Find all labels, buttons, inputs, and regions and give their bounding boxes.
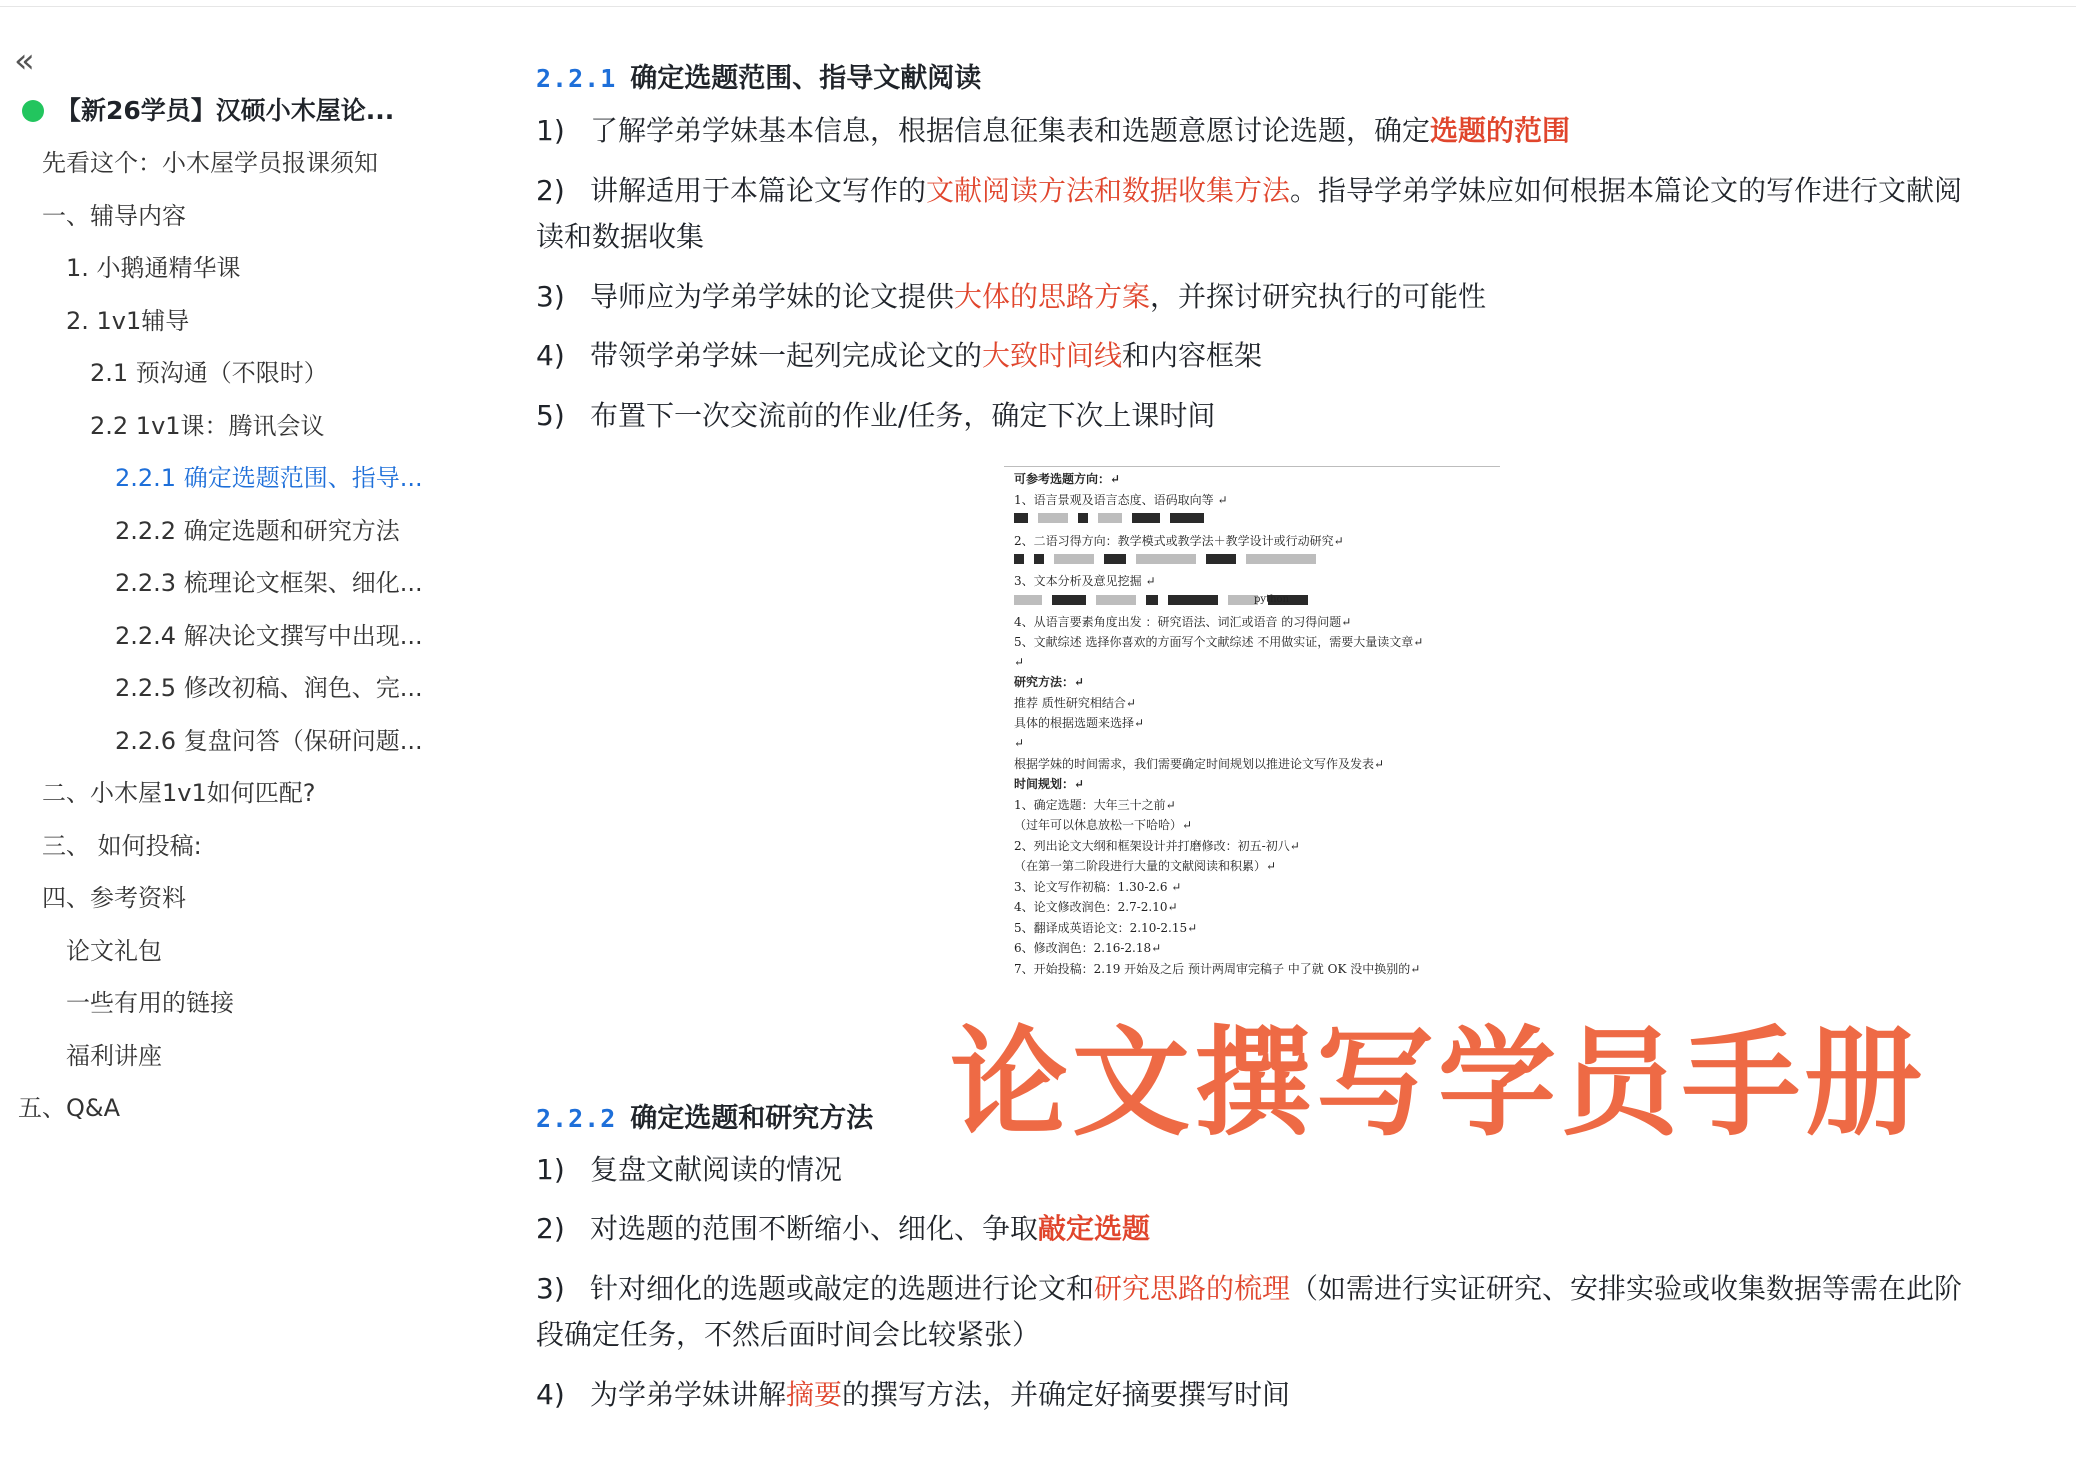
sidebar-item-2-2-2[interactable]: 2.2.2 确定选题和研究方法 xyxy=(115,517,400,545)
doc-line: 可参考选题方向：↵ xyxy=(1014,472,1121,486)
sidebar-item-references[interactable]: 四、参考资料 xyxy=(42,884,186,912)
sidebar-item-submission[interactable]: 三、 如何投稿: xyxy=(42,832,202,860)
doc-line: 1、确定选题：大年三十之前↵ xyxy=(1014,798,1176,812)
item-text: 讲解适用于本篇论文写作的 xyxy=(590,174,927,207)
doc-line: 5、翻译成英语论文：2.10-2.15↵ xyxy=(1014,921,1198,935)
sidebar-item-2-2-6[interactable]: 2.2.6 复盘问答（保研问题... xyxy=(115,727,423,755)
sidebar-item-matching[interactable]: 二、小木屋1v1如何匹配? xyxy=(42,779,316,807)
sidebar-item-useful-links[interactable]: 一些有用的链接 xyxy=(66,989,234,1017)
sidebar-item-2-2-4[interactable]: 2.2.4 解决论文撰写中出现... xyxy=(115,622,423,650)
sidebar-item-tutoring[interactable]: 一、辅导内容 xyxy=(42,202,186,230)
doc-line: 7、开始投稿：2.19 开始及之后 预计两周审完稿子 中了就 OK 没中换别的↵ xyxy=(1014,962,1421,976)
sidebar-item-pre-communication[interactable]: 2.1 预沟通（不限时） xyxy=(90,359,328,387)
list-item xyxy=(536,168,1976,260)
item-highlight: 研究思路的梳理 xyxy=(1094,1272,1291,1305)
doc-line: 2、二语习得方向：教学模式或教学法＋教学设计或行动研究↵ xyxy=(1014,534,1344,548)
item-text-after: 。指导学弟学妹应如何根据本篇论文的写作进行文献阅读和数据收集 xyxy=(536,174,1963,253)
item-text-after: 和内容框架 xyxy=(1122,339,1263,372)
doc-line: （在第一第二阶段进行大量的文献阅读和积累）↵ xyxy=(1014,859,1277,873)
doc-line: 4、从语言要素角度出发 ：研究语法、词汇或语音 的习得问题↵ xyxy=(1014,615,1352,629)
doc-line: 研究方法：↵ xyxy=(1014,675,1085,689)
item-text-after: 的撰写方法，并确定好摘要撰写时间 xyxy=(842,1378,1291,1411)
doc-line: 3、文本分析及意见挖掘 ↵ xyxy=(1014,574,1156,588)
section-title: 确定选题范围、指导文献阅读 xyxy=(630,63,982,94)
list-number: 2) xyxy=(536,1212,565,1245)
item-highlight: 文献阅读方法和数据收集方法 xyxy=(926,174,1291,207)
section-heading-2-2-2 xyxy=(536,1096,873,1135)
doc-line: python xyxy=(1254,594,1289,605)
item-text: 导师应为学弟学妹的论文提供 xyxy=(590,280,955,313)
item-text: 为学弟学妹讲解 xyxy=(590,1378,787,1411)
doc-line: ↵ xyxy=(1014,655,1025,669)
sidebar-item-qa[interactable]: 五、Q&A xyxy=(18,1094,121,1122)
sidebar-item-tencent-meeting[interactable]: 2.2 1v1课：腾讯会议 xyxy=(90,412,325,440)
sidebar-item-2-2-3[interactable]: 2.2.3 梳理论文框架、细化... xyxy=(115,569,423,597)
list-item xyxy=(536,1372,1976,1418)
doc-line: 推荐 质性研究相结合↵ xyxy=(1014,696,1136,710)
item-highlight: 大致时间线 xyxy=(982,339,1123,372)
redacted-block xyxy=(1014,513,1214,523)
list-item xyxy=(536,333,1976,379)
item-highlight: 大体的思路方案 xyxy=(954,280,1151,313)
list-item xyxy=(536,108,1976,154)
sidebar-item-1v1[interactable]: 2. 1v1辅导 xyxy=(66,307,190,335)
list-number: 4) xyxy=(536,1378,565,1411)
item-text: 针对细化的选题或敲定的选题进行论文和 xyxy=(590,1272,1095,1305)
item-text: 对选题的范围不断缩小、细化、争取 xyxy=(590,1212,1039,1245)
section-heading-2-2-1 xyxy=(536,56,981,95)
doc-line: 4、论文修改润色：2.7-2.10↵ xyxy=(1014,900,1178,914)
doc-line: 6、修改润色：2.16-2.18↵ xyxy=(1014,941,1162,955)
status-dot-icon xyxy=(22,100,44,122)
sidebar-item-root[interactable]: 【新26学员】汉硕小木屋论... xyxy=(56,96,395,125)
list-item xyxy=(536,393,1976,439)
doc-line: 5、文献综述 选择你喜欢的方面写个文献综述 不用做实证，需要大量读文章↵ xyxy=(1014,635,1424,649)
list-number: 3) xyxy=(536,280,565,313)
item-highlight: 选题的范围 xyxy=(1430,114,1571,147)
sidebar-item-lectures[interactable]: 福利讲座 xyxy=(66,1042,162,1070)
sidebar-item-notice[interactable]: 先看这个：小木屋学员报课须知 xyxy=(42,149,378,177)
doc-line: （过年可以休息放松一下哈哈）↵ xyxy=(1014,818,1193,832)
list-item xyxy=(536,1206,1976,1252)
item-highlight: 摘要 xyxy=(786,1378,843,1411)
doc-line: ↵ xyxy=(1014,736,1025,750)
item-text-after: ，并探讨研究执行的可能性 xyxy=(1150,280,1487,313)
document-content xyxy=(536,0,2056,1460)
doc-line: 2、列出论文大纲和框架设计并打磨修改：初五-初八↵ xyxy=(1014,839,1300,853)
section-number: 2.2.1 xyxy=(536,64,617,93)
list-number: 1) xyxy=(536,114,565,147)
sidebar-item-thesis-pack[interactable]: 论文礼包 xyxy=(66,937,162,965)
item-text: 布置下一次交流前的作业/任务，确定下次上课时间 xyxy=(590,399,1216,432)
item-text-after: （如需进行实证研究、安排实验或收集数据等需在此阶段确定任务，不然后面时间会比较紧张） xyxy=(536,1272,1963,1351)
item-text: 复盘文献阅读的情况 xyxy=(590,1153,843,1186)
doc-line: 具体的根据选题来选择↵ xyxy=(1014,716,1145,730)
doc-line: 3、论文写作初稿：1.30-2.6 ↵ xyxy=(1014,880,1182,894)
list-number: 2) xyxy=(536,174,565,207)
collapse-sidebar-icon[interactable]: « xyxy=(14,41,35,81)
watermark-title: 论文撰写学员手册 xyxy=(950,1014,1927,1152)
sidebar-item-2-2-5[interactable]: 2.2.5 修改初稿、润色、完... xyxy=(115,674,423,702)
list-item xyxy=(536,274,1976,320)
list-number: 3) xyxy=(536,1272,565,1305)
doc-line: 根据学妹的时间需求，我们需要确定时间规划以推进论文写作及发表↵ xyxy=(1014,757,1385,771)
redacted-block xyxy=(1014,554,1326,564)
document-preview-image xyxy=(1004,466,1500,987)
list-number: 5) xyxy=(536,399,565,432)
item-text: 带领学弟学妹一起列完成论文的 xyxy=(590,339,983,372)
list-number: 1) xyxy=(536,1153,565,1186)
section-number: 2.2.2 xyxy=(536,1104,617,1133)
item-highlight: 敲定选题 xyxy=(1038,1212,1151,1245)
doc-line: 1、语言景观及语言态度、语码取向等 ↵ xyxy=(1014,493,1228,507)
sidebar-item-2-2-1[interactable]: 2.2.1 确定选题范围、指导... xyxy=(115,464,423,492)
section-title: 确定选题和研究方法 xyxy=(630,1103,874,1134)
list-number: 4) xyxy=(536,339,565,372)
sidebar-item-xiaoe-course[interactable]: 1. 小鹅通精华课 xyxy=(66,254,241,282)
list-item xyxy=(536,1266,1976,1358)
doc-line: 时间规划：↵ xyxy=(1014,777,1085,791)
item-text: 了解学弟学妹基本信息，根据信息征集表和选题意愿讨论选题，确定 xyxy=(590,114,1431,147)
